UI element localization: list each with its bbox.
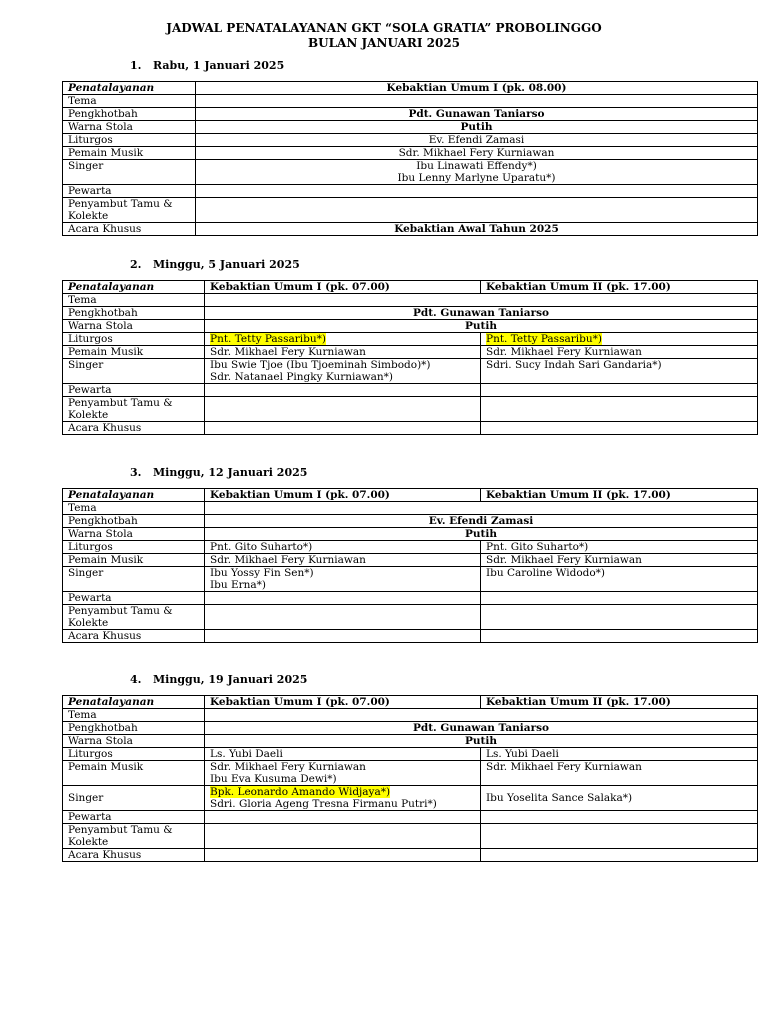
header-label: Penatalayanan — [63, 281, 205, 294]
table-row — [63, 554, 758, 567]
table-row — [63, 185, 758, 198]
table-row — [63, 294, 758, 307]
table-row — [63, 422, 758, 435]
cell-pemain-musik: Sdr. Mikhael Fery Kurniawan — [205, 554, 481, 567]
section-number: 3. — [130, 466, 142, 479]
row-label: Liturgos — [63, 541, 205, 554]
row-label — [63, 198, 196, 223]
schedule-table — [62, 488, 758, 643]
singer-name: Sdr. Natanael Pingky Kurniawan*) — [210, 371, 393, 383]
row-label: Acara Khusus — [63, 422, 205, 435]
cell-singer — [481, 786, 758, 811]
cell-pemain-musik: Sdr. Mikhael Fery Kurniawan — [196, 147, 758, 160]
cell-tema — [205, 294, 758, 307]
table-row — [63, 223, 758, 236]
cell-warna-stola: Putih — [205, 735, 758, 748]
section-number: 2. — [130, 258, 142, 271]
table-row — [63, 121, 758, 134]
service-header: Kebaktian Umum I (pk. 07.00) — [205, 696, 481, 709]
cell-liturgos: Ev. Efendi Zamasi — [196, 134, 758, 147]
singer-name: Ibu Lenny Marlyne Uparatu*) — [397, 172, 556, 184]
cell-pewarta — [205, 384, 481, 397]
table-row — [63, 630, 758, 643]
section-date: Minggu, 12 Januari 2025 — [153, 466, 308, 479]
section-heading — [130, 59, 284, 72]
cell-pengkhotbah: Ev. Efendi Zamasi — [205, 515, 758, 528]
cell-acara-khusus — [481, 630, 758, 643]
cell-warna-stola: Putih — [205, 320, 758, 333]
label-line: Kolekte — [68, 617, 109, 629]
cell-acara-khusus — [481, 849, 758, 862]
row-label: Pewarta — [63, 185, 196, 198]
table-row — [63, 528, 758, 541]
cell-singer — [196, 160, 758, 185]
table-row — [63, 824, 758, 849]
table-row — [63, 849, 758, 862]
cell-penyambut — [205, 397, 481, 422]
label-line: Penyambut Tamu & — [68, 397, 173, 409]
header-label: Penatalayanan — [63, 696, 205, 709]
cell-liturgos: Ls. Yubi Daeli — [205, 748, 481, 761]
row-label: Singer — [63, 160, 196, 185]
label-line: Penyambut Tamu & — [68, 198, 173, 210]
section-number: 4. — [130, 673, 142, 686]
row-label: Pemain Musik — [63, 554, 205, 567]
table-row — [63, 502, 758, 515]
row-label: Singer — [63, 786, 205, 811]
cell-penyambut — [196, 198, 758, 223]
document-subtitle: BULAN JANUARI 2025 — [307, 36, 461, 50]
section-date: Minggu, 19 Januari 2025 — [153, 673, 308, 686]
cell-acara-khusus — [481, 422, 758, 435]
row-label: Warna Stola — [63, 528, 205, 541]
schedule-table — [62, 280, 758, 435]
schedule-table — [62, 695, 758, 862]
table-row — [63, 359, 758, 384]
cell-penyambut — [205, 824, 481, 849]
cell-tema — [205, 709, 758, 722]
singer-name: Ibu Caroline Widodo*) — [486, 567, 606, 579]
table-row — [63, 134, 758, 147]
singer-name: Ibu Swie Tjoe (Ibu Tjoeminah Simbodo)*) — [210, 359, 431, 371]
singer-name — [210, 786, 475, 798]
row-label: Acara Khusus — [63, 849, 205, 862]
table-row — [63, 761, 758, 786]
service-header: Kebaktian Umum I (pk. 07.00) — [205, 281, 481, 294]
table-row — [63, 735, 758, 748]
singer-name: Sdri. Sucy Indah Sari Gandaria*) — [486, 359, 662, 371]
label-line: Penyambut Tamu & — [68, 605, 173, 617]
singer-name: Ibu Erna*) — [210, 579, 267, 591]
section-number: 1. — [130, 59, 142, 72]
table-row — [63, 108, 758, 121]
cell-acara-khusus — [205, 849, 481, 862]
label-line: Penyambut Tamu & — [68, 824, 173, 836]
cell-pewarta — [481, 384, 758, 397]
cell-acara-khusus: Kebaktian Awal Tahun 2025 — [196, 223, 758, 236]
table-row — [63, 320, 758, 333]
table-row — [63, 160, 758, 185]
row-label: Liturgos — [63, 333, 205, 346]
cell-warna-stola: Putih — [196, 121, 758, 134]
cell-tema — [196, 95, 758, 108]
row-label: Pengkhotbah — [63, 307, 205, 320]
musician-name: Sdr. Mikhael Fery Kurniawan — [210, 761, 366, 773]
row-label: Warna Stola — [63, 320, 205, 333]
table-row — [63, 346, 758, 359]
row-label: Tema — [63, 502, 205, 515]
table-row — [63, 722, 758, 735]
cell-singer — [205, 359, 481, 384]
table-row — [63, 786, 758, 811]
cell-pewarta — [205, 592, 481, 605]
table-row — [63, 592, 758, 605]
row-label: Liturgos — [63, 134, 196, 147]
table-row — [63, 281, 758, 294]
row-label: Pengkhotbah — [63, 722, 205, 735]
section-date: Rabu, 1 Januari 2025 — [153, 59, 285, 72]
row-label: Pewarta — [63, 592, 205, 605]
cell-liturgos: Ls. Yubi Daeli — [481, 748, 758, 761]
cell-acara-khusus — [205, 630, 481, 643]
table-row — [63, 567, 758, 592]
cell-pemain-musik: Sdr. Mikhael Fery Kurniawan — [481, 554, 758, 567]
cell-pemain-musik: Sdr. Mikhael Fery Kurniawan — [481, 346, 758, 359]
cell-acara-khusus — [205, 422, 481, 435]
table-row — [63, 147, 758, 160]
table-row — [63, 95, 758, 108]
cell-pengkhotbah: Pdt. Gunawan Taniarso — [205, 722, 758, 735]
table-row — [63, 397, 758, 422]
cell-singer — [205, 786, 481, 811]
label-line: Kolekte — [68, 836, 109, 848]
highlighted-name: Bpk. Leonardo Amando Widjaya*) — [210, 786, 391, 798]
table-row — [63, 605, 758, 630]
row-label: Singer — [63, 359, 205, 384]
table-row — [63, 82, 758, 95]
header-label: Penatalayanan — [63, 489, 205, 502]
label-line: Kolekte — [68, 210, 109, 222]
cell-liturgos — [205, 333, 481, 346]
row-label — [63, 824, 205, 849]
table-row — [63, 709, 758, 722]
cell-pewarta — [481, 811, 758, 824]
table-row — [63, 489, 758, 502]
cell-pengkhotbah: Pdt. Gunawan Taniarso — [196, 108, 758, 121]
service-header: Kebaktian Umum II (pk. 17.00) — [481, 696, 758, 709]
row-label — [63, 605, 205, 630]
cell-pewarta — [205, 811, 481, 824]
section-heading — [130, 673, 307, 686]
cell-warna-stola: Putih — [205, 528, 758, 541]
cell-penyambut — [481, 824, 758, 849]
table-row — [63, 307, 758, 320]
row-label: Pemain Musik — [63, 346, 205, 359]
table-row — [63, 748, 758, 761]
table-row — [63, 198, 758, 223]
cell-tema — [205, 502, 758, 515]
cell-pewarta — [481, 592, 758, 605]
cell-liturgos: Pnt. Gito Suharto*) — [205, 541, 481, 554]
section-heading — [130, 466, 307, 479]
cell-singer — [205, 567, 481, 592]
row-label: Warna Stola — [63, 121, 196, 134]
cell-pewarta — [196, 185, 758, 198]
cell-liturgos: Pnt. Gito Suharto*) — [481, 541, 758, 554]
row-label: Pemain Musik — [63, 147, 196, 160]
cell-singer — [481, 359, 758, 384]
table-row — [63, 384, 758, 397]
row-label: Acara Khusus — [63, 223, 196, 236]
schedule-table — [62, 81, 758, 236]
document-title: JADWAL PENATALAYANAN GKT “SOLA GRATIA” PROBOLINGGO — [166, 21, 602, 35]
highlighted-name: Pnt. Tetty Passaribu*) — [210, 333, 326, 345]
row-label: Acara Khusus — [63, 630, 205, 643]
table-row — [63, 515, 758, 528]
row-label: Pemain Musik — [63, 761, 205, 786]
cell-singer — [481, 567, 758, 592]
service-header: Kebaktian Umum II (pk. 17.00) — [481, 489, 758, 502]
cell-liturgos — [481, 333, 758, 346]
service-header: Kebaktian Umum I (pk. 08.00) — [196, 82, 758, 95]
table-row — [63, 696, 758, 709]
label-line: Kolekte — [68, 409, 109, 421]
section-date: Minggu, 5 Januari 2025 — [153, 258, 300, 271]
section-heading — [130, 258, 300, 271]
table-row — [63, 811, 758, 824]
cell-pemain-musik: Sdr. Mikhael Fery Kurniawan — [481, 761, 758, 786]
row-label: Pengkhotbah — [63, 108, 196, 121]
singer-name: Sdri. Gloria Ageng Tresna Firmanu Putri*) — [210, 798, 437, 810]
service-header: Kebaktian Umum II (pk. 17.00) — [481, 281, 758, 294]
row-label: Tema — [63, 95, 196, 108]
highlighted-name: Pnt. Tetty Passaribu*) — [486, 333, 602, 345]
row-label: Pengkhotbah — [63, 515, 205, 528]
cell-penyambut — [481, 605, 758, 630]
row-label: Warna Stola — [63, 735, 205, 748]
row-label: Pewarta — [63, 811, 205, 824]
row-label: Liturgos — [63, 748, 205, 761]
cell-penyambut — [205, 605, 481, 630]
singer-name: Ibu Yossy Fin Sen*) — [210, 567, 314, 579]
table-row — [63, 541, 758, 554]
service-header: Kebaktian Umum I (pk. 07.00) — [205, 489, 481, 502]
cell-pengkhotbah: Pdt. Gunawan Taniarso — [205, 307, 758, 320]
row-label — [63, 397, 205, 422]
row-label: Singer — [63, 567, 205, 592]
cell-pemain-musik — [205, 761, 481, 786]
cell-pemain-musik: Sdr. Mikhael Fery Kurniawan — [205, 346, 481, 359]
singer-name: Ibu Linawati Effendy*) — [416, 160, 537, 172]
row-label: Pewarta — [63, 384, 205, 397]
cell-penyambut — [481, 397, 758, 422]
row-label: Tema — [63, 709, 205, 722]
header-label: Penatalayanan — [63, 82, 196, 95]
table-row — [63, 333, 758, 346]
singer-name: Ibu Yoselita Sance Salaka*) — [486, 792, 633, 804]
row-label: Tema — [63, 294, 205, 307]
musician-name: Ibu Eva Kusuma Dewi*) — [210, 773, 337, 785]
